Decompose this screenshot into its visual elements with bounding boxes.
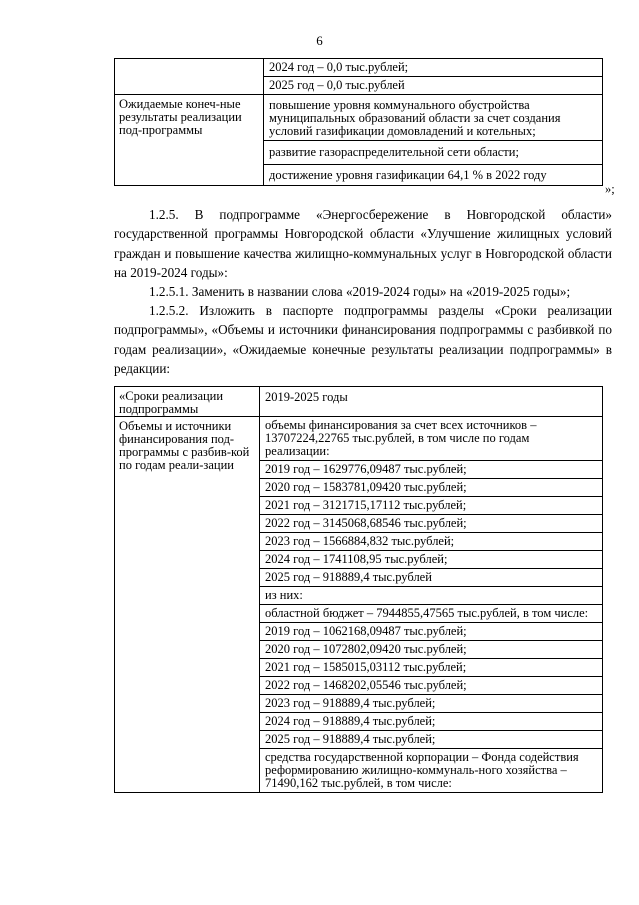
table-line: 2021 год – 3121715,17112 тыс.рублей; [260, 497, 602, 515]
paragraph-1-2-5-1: 1.2.5.1. Заменить в названии слова «2019-2024 годы» на «2019-2025 годы»; [149, 284, 571, 299]
table-line: 2024 год – 0,0 тыс.рублей; [264, 59, 602, 77]
table-line: повышение уровня коммунального обустройства муниципальных образований области за счет создания условий газификации домовладений и котельных; [264, 95, 602, 141]
table-line: 2019-2025 годы [265, 390, 348, 404]
table-line: областной бюджет – 7944855,47565 тыс.рублей, в том числе: [260, 605, 602, 623]
table-line: 2020 год – 1072802,09420 тыс.рублей; [260, 641, 602, 659]
table-line: средства государственной корпорации – Фонда содействия реформированию жилищно-коммуналь-ного хозяйства – 71490,162 тыс.рублей, в том числе: [265, 750, 579, 790]
table-line: 2019 год – 1062168,09487 тыс.рублей; [260, 623, 602, 641]
table-line: 2023 год – 918889,4 тыс.рублей; [260, 695, 602, 713]
table-line: 2022 год – 1468202,05546 тыс.рублей; [260, 677, 602, 695]
table-line: 2019 год – 1629776,09487 тыс.рублей; [260, 461, 602, 479]
table-line: 2024 год – 918889,4 тыс.рублей; [260, 713, 602, 731]
table-line: 2025 год – 0,0 тыс.рублей [269, 78, 405, 92]
table-continuation [114, 58, 603, 186]
closing-quote: »; [605, 182, 615, 196]
table-cell [260, 387, 603, 417]
table-line: 2020 год – 1583781,09420 тыс.рублей; [260, 479, 602, 497]
table-cell-empty [115, 59, 264, 95]
table-line: объемы финансирования за счет всех источников – 13707224,22765 тыс.рублей, в том числе по годам реализации: [260, 417, 602, 461]
table-line: 2021 год – 1585015,03112 тыс.рублей; [260, 659, 602, 677]
table-line: из них: [260, 587, 602, 605]
row-label-financing: Объемы и источники финансирования под-программы с разбив-кой по годам реали-зации [115, 417, 260, 793]
table-line: 2025 год – 918889,4 тыс.рублей [260, 569, 602, 587]
paragraph-1-2-5-2: 1.2.5.2. Изложить в паспорте подпрограммы разделы «Сроки реализации подпрограммы», «Объемы и источники финансирования подпрограммы с разбивкой по годам реализации», «Ожидаемые конечные результаты реализации подпрограммы» в редакции: [114, 303, 612, 376]
table-line: 2023 год – 1566884,832 тыс.рублей; [260, 533, 602, 551]
table-cell [264, 59, 603, 95]
table-line: развитие газораспределительной сети области; [264, 141, 602, 165]
row-label-expected-results: Ожидаемые конеч-ные результаты реализации под-программы [115, 95, 264, 186]
table-row [115, 417, 603, 793]
table-line: 2024 год – 1741108,95 тыс.рублей; [260, 551, 602, 569]
page-number: 6 [316, 33, 323, 48]
paragraph-1-2-5: 1.2.5. В подпрограмме «Энергосбережение в Новгородской области» государственной программы Новгородской области «Улучшение жилищных условий граждан и повышение качества жилищно-коммунальных услуг в Новгородской области на 2019-2024 годы»: [114, 207, 612, 280]
table-cell [264, 95, 603, 186]
table-cell [260, 417, 603, 793]
table-row [115, 95, 603, 186]
table-line: 2025 год – 918889,4 тыс.рублей; [260, 731, 602, 749]
row-label-terms: «Сроки реализации подпрограммы [115, 387, 260, 417]
table-passport [114, 386, 603, 793]
table-row [115, 59, 603, 95]
table-line: 2022 год – 3145068,68546 тыс.рублей; [260, 515, 602, 533]
table-row [115, 387, 603, 417]
table-line: достижение уровня газификации 64,1 % в 2022 году [269, 168, 547, 182]
